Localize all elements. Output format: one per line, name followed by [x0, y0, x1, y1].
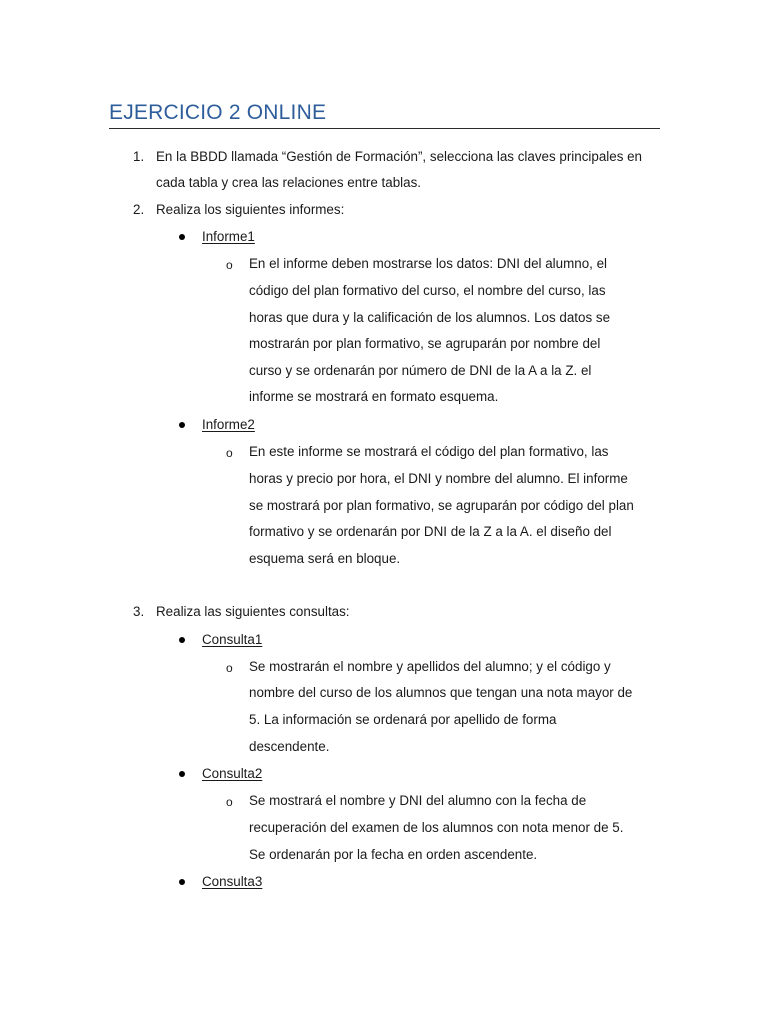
- detail-text-line: descendente.: [249, 739, 330, 754]
- hollow-circle-bullet-icon: o: [226, 446, 233, 460]
- detail-text-line: horas y precio por hora, el DNI y nombre del alumno. El informe: [249, 471, 628, 486]
- detail-text-line: se mostrará por plan formativo, se agruparán por código del plan: [249, 498, 634, 513]
- page-title: EJERCICIO 2 ONLINE: [109, 101, 327, 124]
- title-underline-rule: [109, 128, 660, 129]
- detail-text-line: formativo y se ordenarán por DNI de la Z a la A. el diseño del: [249, 524, 612, 539]
- detail-text-line: recuperación del examen de los alumnos con nota menor de 5.: [249, 820, 624, 835]
- hollow-circle-bullet-icon: o: [226, 795, 233, 809]
- list-item-number: 1.: [133, 149, 145, 164]
- bullet-icon: [179, 771, 185, 777]
- list-item-number: 3.: [133, 604, 145, 619]
- bullet-icon: [179, 879, 185, 885]
- detail-text-line: En el informe deben mostrarse los datos: DNI del alumno, el: [249, 256, 608, 271]
- subitem-label: Consulta2: [202, 766, 263, 781]
- subitem-label: Consulta3: [202, 874, 263, 889]
- bullet-icon: [179, 422, 185, 428]
- subitem-label: Consulta1: [202, 632, 263, 647]
- detail-text-line: Se mostrarán el nombre y apellidos del alumno; y el código y: [249, 659, 611, 674]
- detail-text-line: mostrarán por plan formativo, se agruparán por nombre del: [249, 336, 601, 351]
- detail-text-line: Se ordenarán por la fecha en orden ascendente.: [249, 847, 538, 862]
- list-item-text-line: Realiza las siguientes consultas:: [156, 604, 350, 619]
- bullet-icon: [179, 234, 185, 240]
- detail-text-line: informe se mostrará en formato esquema.: [249, 389, 499, 404]
- list-item-text-line: En la BBDD llamada “Gestión de Formación”, selecciona las claves principales en: [156, 149, 643, 164]
- detail-text-line: 5. La información se ordenará por apellido de forma: [249, 712, 557, 727]
- hollow-circle-bullet-icon: o: [226, 661, 233, 675]
- hollow-circle-bullet-icon: o: [226, 258, 233, 272]
- list-item-number: 2.: [133, 202, 145, 217]
- detail-text-line: horas que dura y la calificación de los alumnos. Los datos se: [249, 310, 611, 325]
- detail-text-line: nombre del curso de los alumnos que tengan una nota mayor de: [249, 685, 633, 700]
- list-item-text-line: Realiza los siguientes informes:: [156, 202, 345, 217]
- detail-text-line: Se mostrará el nombre y DNI del alumno con la fecha de: [249, 793, 587, 808]
- detail-text-line: código del plan formativo del curso, el nombre del curso, las: [249, 283, 606, 298]
- subitem-label: Informe1: [202, 229, 255, 244]
- bullet-icon: [179, 637, 185, 643]
- detail-text-line: esquema será en bloque.: [249, 551, 401, 566]
- detail-text-line: curso y se ordenarán por número de DNI de la A a la Z. el: [249, 363, 592, 378]
- list-item-text-line: cada tabla y crea las relaciones entre tablas.: [156, 175, 421, 190]
- detail-text-line: En este informe se mostrará el código del plan formativo, las: [249, 444, 609, 459]
- subitem-label: Informe2: [202, 417, 255, 432]
